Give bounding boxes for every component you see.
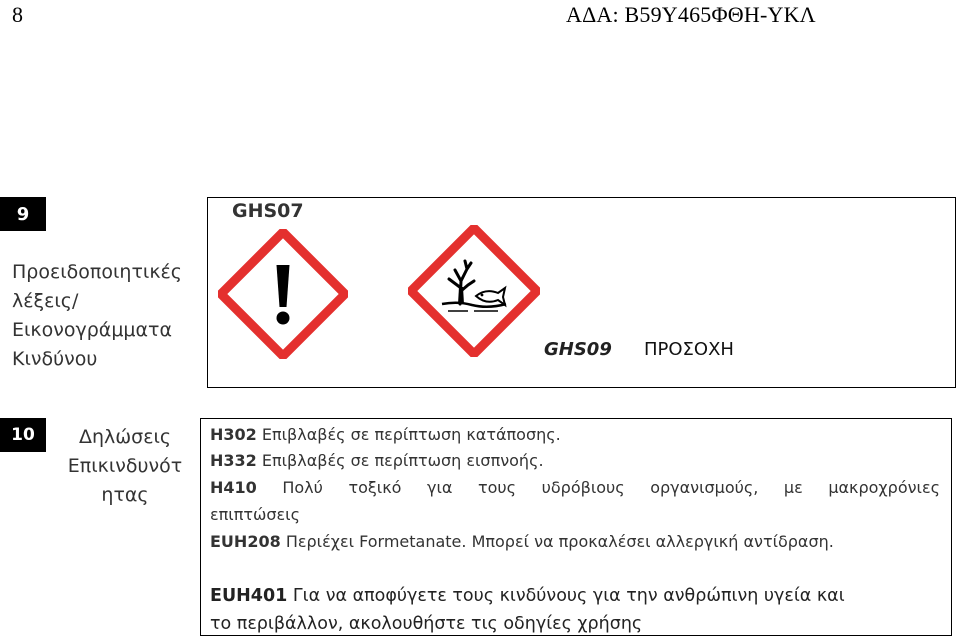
hazard-text: Επιβλαβές σε περίπτωση εισπνοής. xyxy=(261,451,544,470)
hazard-code: H302 xyxy=(210,425,257,444)
hazard-statement-h332 xyxy=(210,451,544,470)
section-9-label-line: Κινδύνου xyxy=(12,348,98,370)
hazard-text: Περιέχει Formetanate. Μπορεί να προκαλέσει αλλεργική αντίδραση. xyxy=(285,532,834,551)
hazard-text: Πολύ τοξικό για τους υδρόβιους οργανισμούς, με μακροχρόνιες xyxy=(282,478,940,497)
section-9-label xyxy=(12,258,197,374)
section-10-label-line: ητας xyxy=(101,484,149,506)
hazard-text-continuation: το περιβάλλον, ακολουθήστε τις οδηγίες χρήσης xyxy=(210,614,643,634)
hazard-statement-euh208 xyxy=(210,532,834,551)
hazard-text: Επιβλαβές σε περίπτωση κατάποσης. xyxy=(261,425,561,444)
section-10-label xyxy=(60,423,190,510)
hazard-code: H410 xyxy=(210,478,257,497)
section-9-label-line: Εικονογράμματα xyxy=(12,319,172,341)
section-10-label-line: Επικινδυνότ xyxy=(67,455,183,477)
hazard-statement-euh401 xyxy=(210,582,845,638)
hazard-statement-h410 xyxy=(210,478,940,497)
hazard-code: EUH401 xyxy=(210,586,288,606)
page-number: 8 xyxy=(12,2,23,27)
ghs09-code: GHS09 xyxy=(544,339,612,360)
section-10-number: 10 xyxy=(0,418,46,452)
ada-code-header: ΑΔΑ: Β59Υ465ΦΘΗ-ΥΚΛ xyxy=(566,2,816,27)
environment-hazard-icon xyxy=(408,225,540,357)
hazard-statement-h410-continuation: επιπτώσεις xyxy=(210,505,300,524)
hazard-code: EUH208 xyxy=(210,532,281,551)
hazard-text: Για να αποφύγετε τους κινδύνους για την ανθρώπινη υγεία και xyxy=(292,586,845,606)
section-9-label-line: Προειδοποιητικές xyxy=(12,261,182,283)
section-9-label-line: λέξεις/ xyxy=(12,290,79,312)
hazard-code: H332 xyxy=(210,451,257,470)
section-10-label-line: Δηλώσεις xyxy=(78,426,172,448)
hazard-statement-h302 xyxy=(210,425,561,444)
exclamation-mark-icon xyxy=(218,229,348,359)
signal-word: ΠΡΟΣΟΧΗ xyxy=(644,339,734,360)
section-9-number: 9 xyxy=(0,197,46,231)
ghs07-code: GHS07 xyxy=(232,200,304,222)
